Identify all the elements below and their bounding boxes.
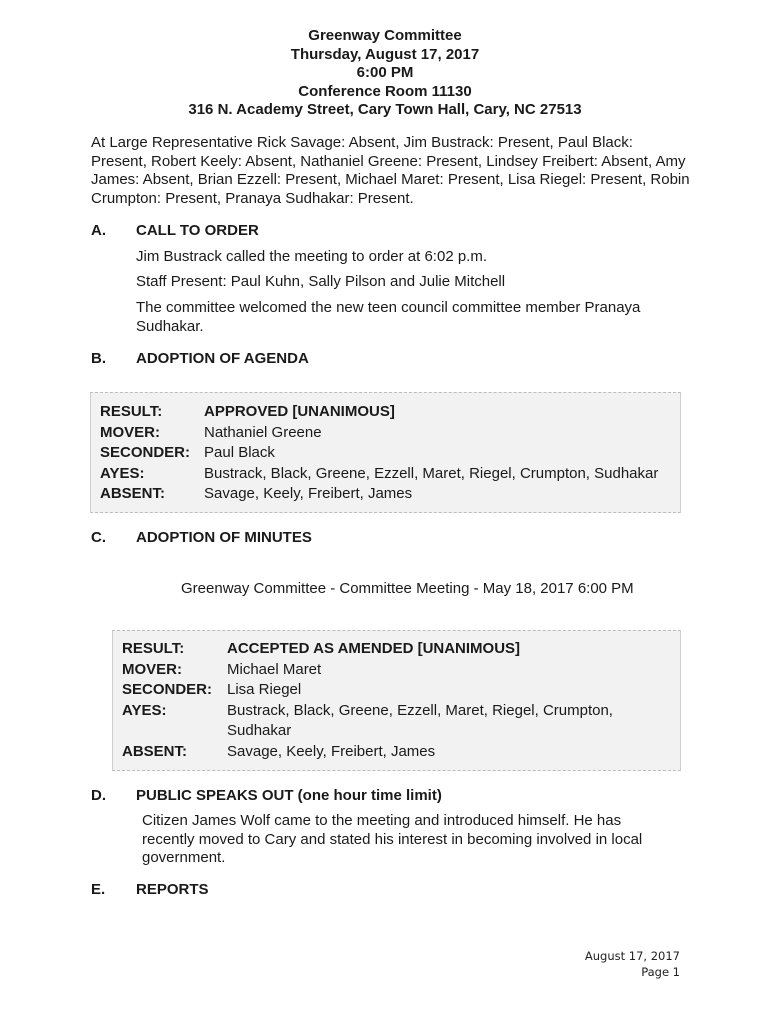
public-speaks-paragraph: Citizen James Wolf came to the meeting and introduced himself. He has recently moved to Cary and stated his interest in becoming involved in local government. bbox=[142, 812, 643, 866]
vote-mover-label: MOVER: bbox=[122, 660, 182, 678]
section-b-letter: B. bbox=[91, 350, 106, 367]
vote-absent-label: ABSENT: bbox=[100, 485, 166, 502]
footer-date: August 17, 2017 bbox=[584, 949, 680, 963]
minutes-vote-box bbox=[112, 630, 681, 771]
vote-result-label: RESULT: bbox=[100, 403, 163, 420]
vote-mover-label: MOVER: bbox=[100, 423, 160, 441]
meeting-address: 316 N. Academy Street, Cary Town Hall, Cary, NC 27513 bbox=[188, 101, 582, 118]
vote-result-value: APPROVED [UNANIMOUS] bbox=[204, 403, 395, 420]
section-d-letter: D. bbox=[91, 787, 106, 804]
page-footer bbox=[585, 948, 680, 980]
meeting-room: Conference Room 11130 bbox=[298, 82, 472, 100]
vote-ayes-value-continued: Sudhakar bbox=[227, 722, 292, 739]
vote-seconder-value: Lisa Riegel bbox=[227, 681, 302, 698]
section-a-welcome-note: The committee welcomed the new teen council committee member Pranaya Sudhakar. bbox=[136, 299, 641, 335]
vote-seconder-value: Paul Black bbox=[204, 444, 275, 461]
section-a-staff-present: Staff Present: Paul Kuhn, Sally Pilson and Julie Mitchell bbox=[136, 273, 506, 290]
section-d-title: PUBLIC SPEAKS OUT (one hour time limit) bbox=[136, 787, 442, 804]
section-b-title: ADOPTION OF AGENDA bbox=[136, 350, 309, 367]
minutes-item: Greenway Committee - Committee Meeting - May 18, 2017 6:00 PM bbox=[181, 580, 634, 597]
meeting-header bbox=[0, 27, 770, 120]
section-a-letter: A. bbox=[91, 222, 106, 239]
section-a-title: CALL TO ORDER bbox=[136, 222, 259, 239]
vote-absent-value: Savage, Keely, Freibert, James bbox=[204, 485, 413, 502]
committee-name: Greenway Committee bbox=[308, 27, 462, 44]
section-e-title: REPORTS bbox=[136, 881, 209, 898]
page-number: Page 1 bbox=[641, 965, 680, 979]
vote-result-label: RESULT: bbox=[122, 640, 185, 657]
vote-ayes-value: Bustrack, Black, Greene, Ezzell, Maret, Riegel, Crumpton, Sudhakar bbox=[204, 464, 659, 482]
section-c-title: ADOPTION OF MINUTES bbox=[136, 529, 312, 546]
meeting-date: Thursday, August 17, 2017 bbox=[290, 45, 480, 63]
meeting-time: 6:00 PM bbox=[356, 64, 414, 81]
section-c-letter: C. bbox=[91, 529, 106, 546]
vote-absent-label: ABSENT: bbox=[122, 742, 188, 760]
attendance-paragraph: At Large Representative Rick Savage: Absent, Jim Bustrack: Present, Paul Black: Present, Robert Keely: Absent, Nathaniel Greene: Present, Lindsey Freibert: Absent, Amy James: Absent, Brian Ezzell: Present, Michael Maret: Present, Lisa Riegel: Present, Robin Crumpton: Present, Pranaya Sudhakar: Present. bbox=[91, 134, 690, 207]
section-e-letter: E. bbox=[91, 881, 106, 898]
vote-ayes-value: Bustrack, Black, Greene, Ezzell, Maret, Riegel, Crumpton, bbox=[227, 701, 613, 719]
vote-seconder-label: SECONDER: bbox=[122, 681, 213, 698]
vote-mover-value: Michael Maret bbox=[227, 660, 322, 678]
vote-seconder-label: SECONDER: bbox=[100, 444, 191, 461]
vote-ayes-label: AYES: bbox=[100, 464, 145, 482]
agenda-vote-box bbox=[90, 392, 681, 513]
vote-ayes-label: AYES: bbox=[122, 701, 167, 719]
vote-absent-value: Savage, Keely, Freibert, James bbox=[227, 742, 436, 760]
vote-mover-value: Nathaniel Greene bbox=[204, 423, 322, 441]
vote-result-value: ACCEPTED AS AMENDED [UNANIMOUS] bbox=[227, 640, 521, 657]
section-a-call-to-order: Jim Bustrack called the meeting to order at 6:02 p.m. bbox=[136, 248, 487, 265]
